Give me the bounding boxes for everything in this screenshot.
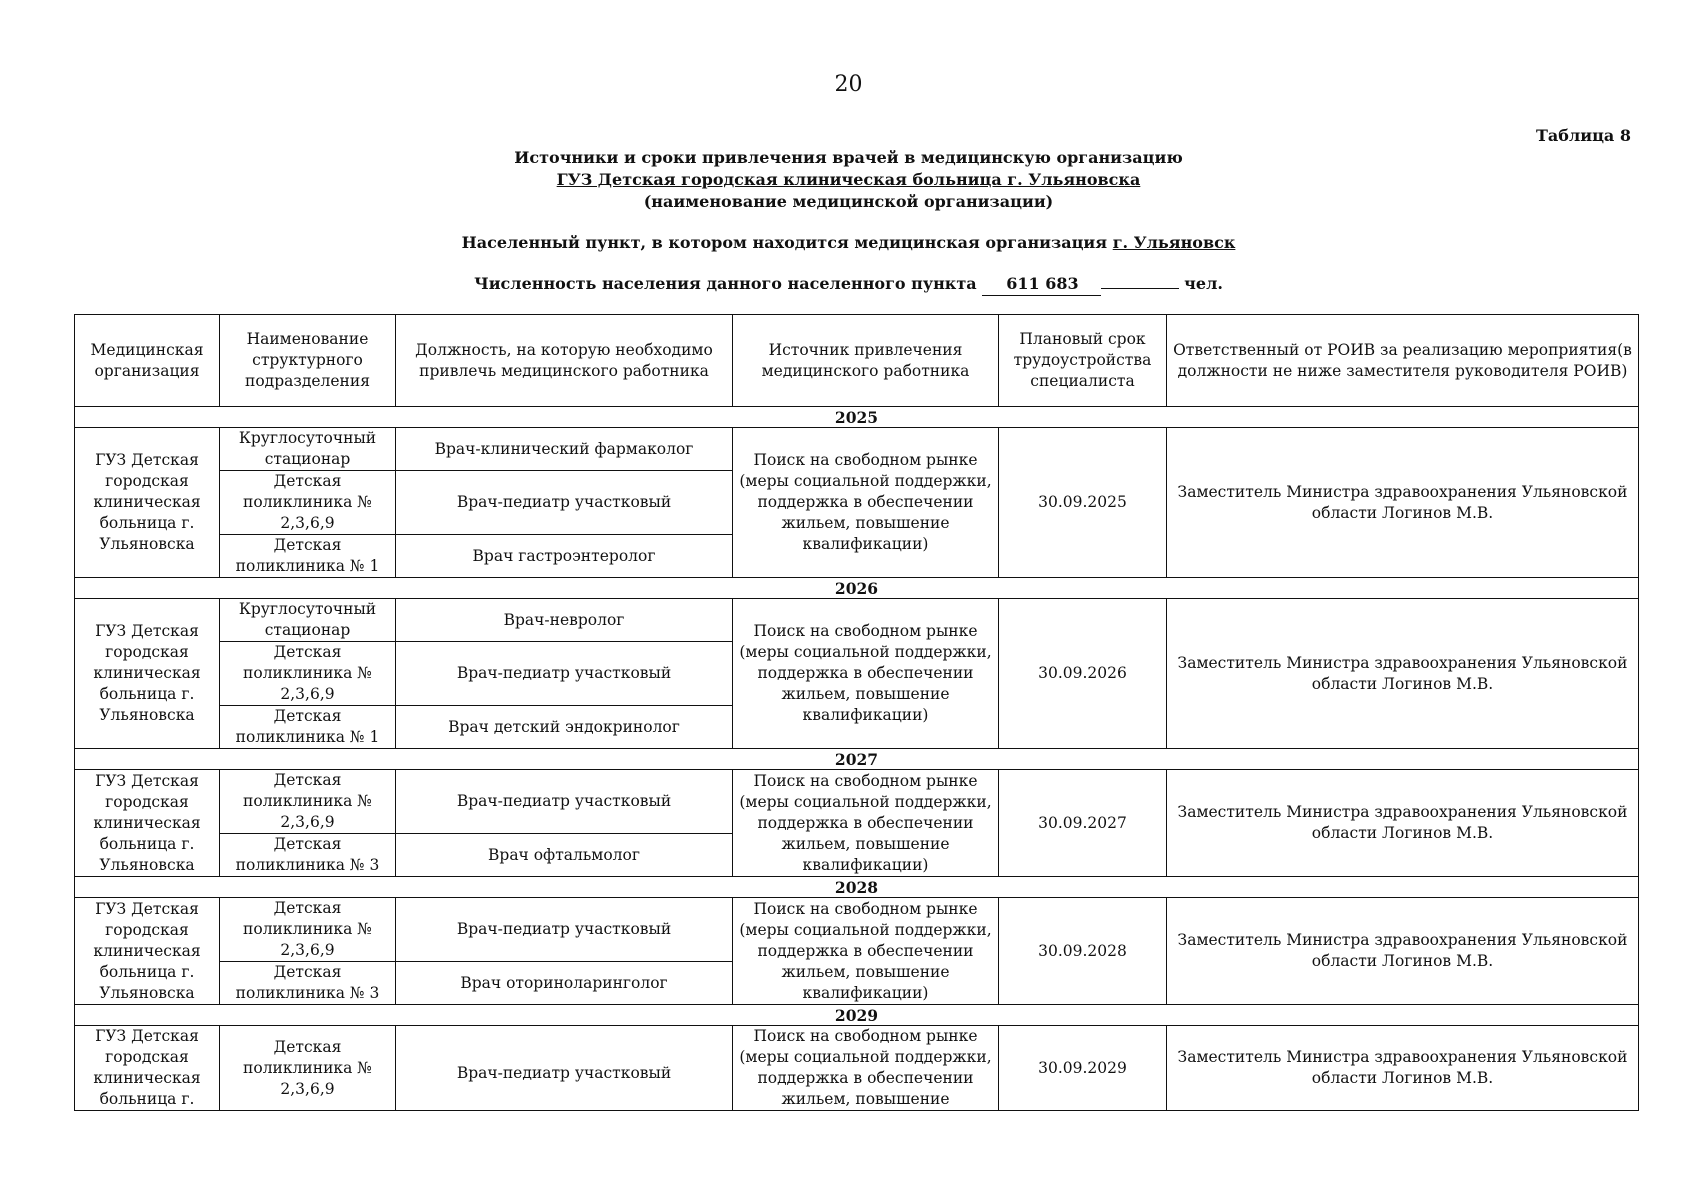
year-label: 2025 [75, 407, 1639, 428]
population-label: Численность населения данного населенного пункта [474, 274, 977, 293]
deadline-cell: 30.09.2028 [999, 898, 1167, 1005]
org-cell: ГУЗ Детская городская клиническая больница г. Ульяновска [75, 898, 220, 1005]
unit-cell: Детская поликлиника № 2,3,6,9 [220, 770, 396, 834]
population-blank [1101, 287, 1179, 289]
header-cell: Ответственный от РОИВ за реализацию мероприятия(в должности не ниже заместителя руководителя РОИВ) [1167, 315, 1639, 407]
position-cell: Врач-клинический фармаколог [396, 428, 733, 471]
year-label: 2029 [75, 1005, 1639, 1026]
recruitment-table [74, 314, 1639, 1111]
year-row [75, 407, 1639, 428]
position-cell: Врач-педиатр участковый [396, 898, 733, 962]
population-unit: чел. [1184, 274, 1223, 293]
location-line [0, 232, 1697, 254]
unit-cell: Детская поликлиника № 2,3,6,9 [220, 1026, 396, 1111]
source-cell: Поиск на свободном рынке (меры социальной поддержки, поддержка в обеспечении жильем, повышение [733, 1026, 999, 1111]
source-cell: Поиск на свободном рынке (меры социальной поддержки, поддержка в обеспечении жильем, повышение квалификации) [733, 770, 999, 877]
source-cell: Поиск на свободном рынке (меры социальной поддержки, поддержка в обеспечении жильем, повышение квалификации) [733, 599, 999, 749]
table-row [75, 770, 1639, 834]
population-line [0, 273, 1697, 296]
org-cell: ГУЗ Детская городская клиническая больница г. [75, 1026, 220, 1111]
unit-cell: Детская поликлиника № 1 [220, 535, 396, 578]
population-value: 611 683 [982, 273, 1100, 296]
unit-cell: Детская поликлиника № 3 [220, 834, 396, 877]
position-cell: Врач детский эндокринолог [396, 706, 733, 749]
position-cell: Врач оториноларинголог [396, 962, 733, 1005]
year-label: 2028 [75, 877, 1639, 898]
responsible-cell: Заместитель Министра здравоохранения Ульяновской области Логинов М.В. [1167, 428, 1639, 578]
table-row [75, 599, 1639, 642]
deadline-cell: 30.09.2026 [999, 599, 1167, 749]
table-row [75, 1026, 1639, 1111]
year-row [75, 877, 1639, 898]
header-cell: Должность, на которую необходимо привлечь медицинского работника [396, 315, 733, 407]
table-row [75, 428, 1639, 471]
position-cell: Врач-педиатр участковый [396, 770, 733, 834]
organization-title: ГУЗ Детская городская клиническая больница г. Ульяновска [556, 170, 1141, 189]
org-cell: ГУЗ Детская городская клиническая больница г. Ульяновска [75, 428, 220, 578]
unit-cell: Детская поликлиника № 1 [220, 706, 396, 749]
responsible-cell: Заместитель Министра здравоохранения Ульяновской области Логинов М.В. [1167, 898, 1639, 1005]
header-cell: Медицинская организация [75, 315, 220, 407]
source-cell: Поиск на свободном рынке (меры социальной поддержки, поддержка в обеспечении жильем, повышение квалификации) [733, 898, 999, 1005]
responsible-cell: Заместитель Министра здравоохранения Ульяновской области Логинов М.В. [1167, 770, 1639, 877]
year-label: 2027 [75, 749, 1639, 770]
location-label: Населенный пункт, в котором находится медицинская организация [461, 233, 1108, 252]
position-cell: Врач-педиатр участковый [396, 1026, 733, 1111]
responsible-cell: Заместитель Министра здравоохранения Ульяновской области Логинов М.В. [1167, 1026, 1639, 1111]
header-cell: Источник привлечения медицинского работника [733, 315, 999, 407]
organization-caption: (наименование медицинской организации) [643, 192, 1054, 211]
position-cell: Врач-педиатр участковый [396, 471, 733, 535]
location-value: г. Ульяновск [1112, 233, 1236, 252]
table-row [75, 898, 1639, 962]
deadline-cell: 30.09.2027 [999, 770, 1167, 877]
unit-cell: Круглосуточный стационар [220, 599, 396, 642]
position-cell: Врач офтальмолог [396, 834, 733, 877]
unit-cell: Детская поликлиника № 2,3,6,9 [220, 642, 396, 706]
unit-cell: Детская поликлиника № 2,3,6,9 [220, 898, 396, 962]
responsible-cell: Заместитель Министра здравоохранения Ульяновской области Логинов М.В. [1167, 599, 1639, 749]
year-row [75, 1005, 1639, 1026]
position-cell: Врач-педиатр участковый [396, 642, 733, 706]
header-row [75, 315, 1639, 407]
position-cell: Врач-невролог [396, 599, 733, 642]
unit-cell: Детская поликлиника № 2,3,6,9 [220, 471, 396, 535]
position-cell: Врач гастроэнтеролог [396, 535, 733, 578]
year-label: 2026 [75, 578, 1639, 599]
source-cell: Поиск на свободном рынке (меры социальной поддержки, поддержка в обеспечении жильем, повышение квалификации) [733, 428, 999, 578]
org-cell: ГУЗ Детская городская клиническая больница г. Ульяновска [75, 770, 220, 877]
deadline-cell: 30.09.2029 [999, 1026, 1167, 1111]
page-number: 20 [834, 72, 863, 97]
deadline-cell: 30.09.2025 [999, 428, 1167, 578]
org-cell: ГУЗ Детская городская клиническая больница г. Ульяновска [75, 599, 220, 749]
year-row [75, 749, 1639, 770]
table-label: Таблица 8 [1536, 126, 1631, 145]
unit-cell: Детская поликлиника № 3 [220, 962, 396, 1005]
year-row [75, 578, 1639, 599]
unit-cell: Круглосуточный стационар [220, 428, 396, 471]
document-title: Источники и сроки привлечения врачей в медицинскую организацию [514, 148, 1183, 167]
header-cell: Плановый срок трудоустройства специалиста [999, 315, 1167, 407]
header-cell: Наименование структурного подразделения [220, 315, 396, 407]
